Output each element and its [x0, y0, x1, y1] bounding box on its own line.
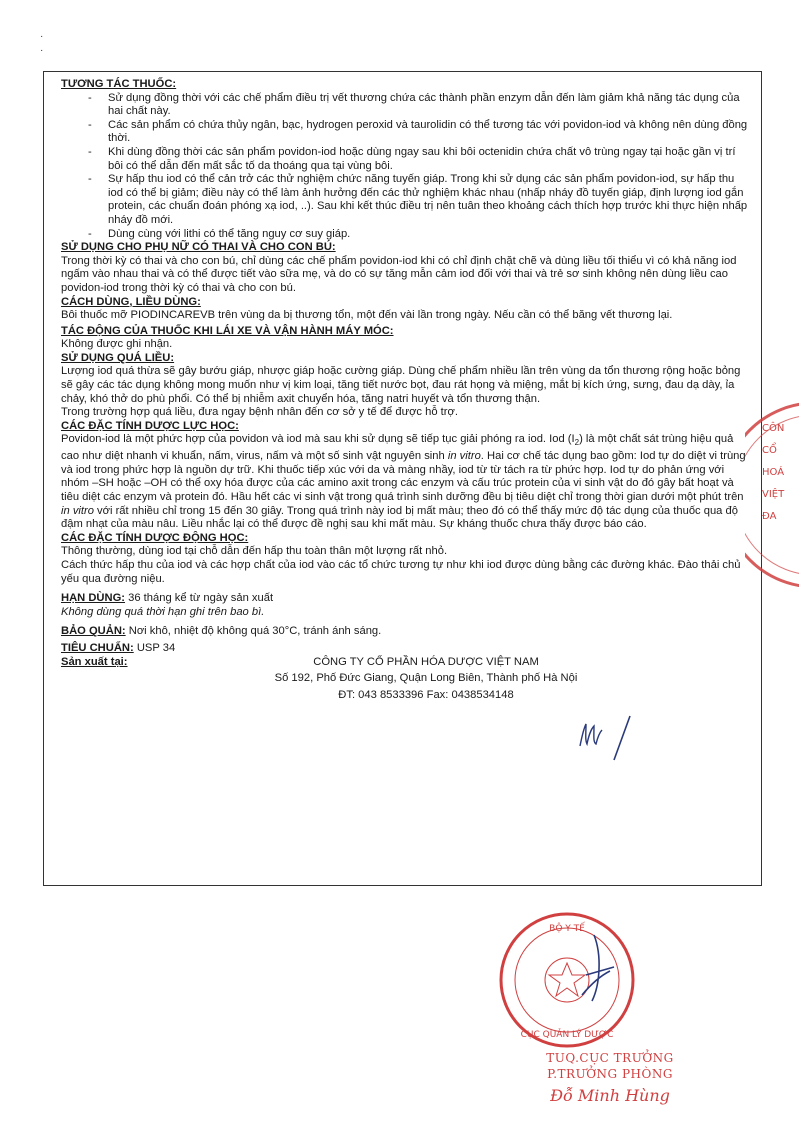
driving-heading: TÁC ĐỘNG CỦA THUỐC KHI LÁI XE VÀ VẬN HÀNH MÁY MÓC: [61, 324, 394, 337]
seal-char: CỔ [762, 445, 777, 456]
pregnancy-text: Trong thời kỳ có thai và cho con bú, chỉ dùng các chế phẩm povidon-iod khi có chỉ định chặt chẽ và dùng liều tối thiểu vì có khả năng iod ngấm vào nhau thai và có thể được tiết vào sữa mẹ, và do có sự tăng mẫn cảm iod đối với thai và trẻ sơ sinh không nên dùng liều cao povidon-iod trong thời kỳ có thai và cho con bú. [61, 254, 737, 294]
manufacturer-block [61, 656, 751, 703]
overdose-text: Lượng iod quá thừa sẽ gây bướu giáp, nhược giáp hoặc cường giáp. Dùng chế phẩm nhiều lần trên vùng da tổn thương rộng hoặc bỏng sẽ gây các tác dụng không mong muốn như vị kim loại, tăng tiết nước bọt, đau rát họng và miệng, mắt bị kích ứng, sưng, đau dạ dày, ỉa chảy, khó thở do phù phổi. Có thể bị nhiễm axit chuyển hóa, tăng natri huyết và tổn thương thận. [61, 365, 741, 405]
scan-marks: · · [40, 31, 44, 56]
pd-part3: . Hai cơ chế tác dụng bao gồm: Iod tự do diệt vi trùng và iod trong phức hợp là nguồn dự trữ. Khi thuốc tiếp xúc với da và màng nhầy, iod từ từ tách ra từ phức hợp. Iod tự do phản ứng với nhóm –SH hoặc –OH có thể oxy hóa được của các amino axit trong các enzym và cấu trúc protein của vi sinh vật do đó gây bất hoạt và tiêu diệt các enzym và protein đó. Hầu hết các vi sinh vật trong quá trình sinh dưỡng đều bị tiêu diệt chỉ trong thời gian dưới một phút trên [61, 450, 746, 504]
signature-mark [572, 706, 642, 766]
list-item: - Các sản phẩm có chứa thủy ngân, bạc, hydrogen peroxid và taurolidin có thể tương tác với povidon-iod và không nên dùng đồng thời. [61, 119, 751, 146]
side-seal-text [762, 418, 784, 528]
pharmacokinetics-heading: CÁC ĐẶC TÍNH DƯỢC ĐỘNG HỌC: [61, 531, 249, 544]
manufacturer-phone: ĐT: 043 8533396 Fax: 0438534148 [338, 688, 514, 701]
svg-text:CỤC QUẢN LÝ DƯỢC: CỤC QUẢN LÝ DƯỢC [520, 1030, 614, 1040]
stamp-line-2: P.TRƯỞNG PHÒNG [547, 1067, 673, 1081]
pd-part2: ) là một chất sát trùng hiệu quả cao như diệt nhanh vi khuẩn, nấm, virus, nấm và một số sinh vật nguyên sinh [61, 433, 734, 463]
interactions-list [61, 92, 751, 242]
seal-char: VIỆT [762, 489, 785, 500]
pharmacokinetics-text-2: Cách thức hấp thu của iod và các hợp chất của iod vào các tổ chức tương tự như khi iod được dùng bằng các đường khác. Đào thải chủ yếu qua đường niệu. [61, 559, 741, 585]
stamp-signer: Đỗ Minh Hùng [550, 1086, 670, 1105]
seal-char: HOÁ [762, 467, 785, 478]
pd-italic2: in vitro [61, 504, 94, 517]
standard-value: USP 34 [133, 641, 176, 654]
pd-italic1: in vitro [447, 450, 481, 463]
storage-label: BẢO QUẢN: [61, 625, 126, 638]
pharmacodynamics-heading: CÁC ĐẶC TÍNH DƯỢC LỰC HỌC: [61, 419, 239, 432]
dosage-text: Bôi thuốc mỡ PIODINCAREVB trên vùng da bị thương tổn, một đến vài lần trong ngày. Nếu cần có thể băng vết thương lại. [61, 309, 673, 322]
manufacturer-label: Sản xuất tại: [61, 655, 128, 668]
interactions-heading: TƯƠNG TÁC THUỐC: [61, 78, 177, 90]
pregnancy-heading: SỬ DỤNG CHO PHỤ NỮ CÓ THAI VÀ CHO CON BÚ: [61, 241, 336, 254]
seal-char: ĐA [762, 511, 777, 522]
shelf-life-row [61, 592, 751, 606]
seal-char: CÔN [762, 423, 785, 434]
overdose-advice: Trong trường hợp quá liều, đưa ngay bệnh nhân đến cơ sở y tế để được hỗ trợ. [61, 406, 458, 419]
leaflet-content [61, 78, 751, 702]
pharmacokinetics-text: Thông thường, dùng iod tại chỗ dẫn đến hấp thu toàn thân một lượng rất nhỏ. [61, 545, 448, 558]
list-item: - Sự hấp thu iod có thể cản trở các thử nghiệm chức năng tuyến giáp. Trong khi sử dụng các sản phẩm povidon-iod, sự hấp thu iod có thể bị giảm; điều này có thể làm ảnh hưởng đến các thử nghiệm khác nhau (nhấp nháy đồ tuyến giáp, định lượng iod gắn protein, các chuẩn đoán phóng xạ iod, ..). Sau khi kết thúc điều trị nên tuân theo khoảng cách thích hợp trước khi thực hiện nhấp nháy đồ mới. [61, 173, 751, 227]
list-item: - Sử dụng đồng thời với các chế phẩm điều trị vết thương chứa các thành phần enzym dẫn đến làm giảm khả năng tác dụng của hai chất này. [61, 92, 751, 119]
ministry-seal [482, 905, 652, 1055]
approval-stamp [520, 1050, 700, 1106]
overdose-heading: SỬ DỤNG QUÁ LIỀU: [61, 351, 175, 364]
shelf-life-label: HẠN DÙNG: [61, 592, 126, 605]
list-item: - Dùng cùng với lithi có thể tăng nguy cơ suy giáp. [61, 228, 751, 242]
pd-part1: Povidon-iod là một phức hợp của povidon và iod mà sau khi sử dụng sẽ tiếp tục giải phóng ra iod. Iod (I [61, 433, 575, 446]
standard-row [61, 642, 751, 656]
dosage-heading: CÁCH DÙNG, LIỀU DÙNG: [61, 295, 201, 308]
standard-label: TIÊU CHUẨN: [61, 641, 134, 654]
manufacturer-name: CÔNG TY CỔ PHẦN HÓA DƯỢC VIỆT NAM [313, 655, 539, 668]
shelf-life-value: 36 tháng kể từ ngày sản xuất [125, 592, 274, 605]
shelf-life-note: Không dùng quá thời hạn ghi trên bao bì. [61, 605, 265, 618]
storage-value: Nơi khô, nhiệt độ không quá 30°C, tránh ánh sáng. [125, 625, 382, 638]
stamp-line-1: TUQ.CỤC TRƯỞNG [546, 1051, 674, 1065]
manufacturer-address: Số 192, Phố Đức Giang, Quận Long Biên, Thành phố Hà Nội [274, 672, 578, 685]
pd-part4: với rất nhiều chỉ trong 15 đến 30 giây. Trong quá trình này iod bị mất màu; theo đó có thể thấy mức độ tác dụng của thuốc qua độ đậm nhạt của màu nâu. Liều nhắc lại có thể được đề nghị sau khi mất màu. Sự kháng thuốc chưa thấy được báo cáo. [61, 504, 738, 531]
list-item: - Khi dùng đồng thời các sản phẩm povidon-iod hoặc dùng ngay sau khi bôi octenidin chứa chất vô trùng ngay tại hoặc gần vị trí bôi có thể dẫn đến mất sắc tố da thoáng qua tại vùng bôi. [61, 146, 751, 173]
svg-text:BỘ Y TẾ: BỘ Y TẾ [549, 924, 585, 934]
driving-text: Không được ghi nhận. [61, 338, 173, 351]
pharmacodynamics-text [61, 433, 751, 531]
storage-row [61, 625, 751, 639]
pd-subscript: 2 [574, 438, 580, 448]
manufacturer-lines [141, 656, 711, 703]
